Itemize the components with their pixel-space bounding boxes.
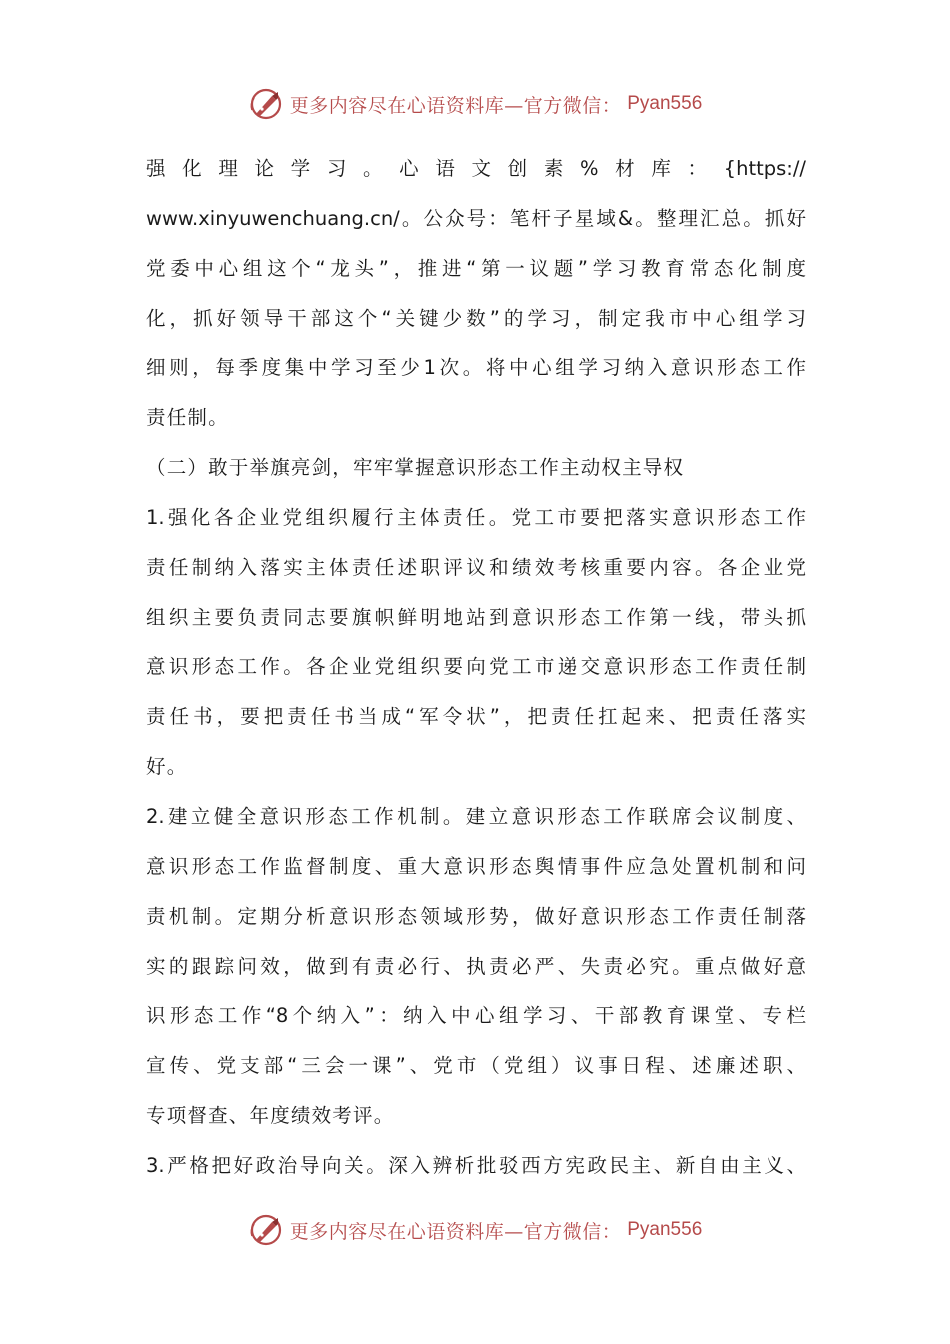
banner-text: 更多内容尽在心语资料库—官方微信： [289, 1220, 622, 1243]
text-line: 宣传、党支部“三会一课”、党市（党组）议事日程、述廉述职、 [146, 1054, 806, 1078]
text-line: 1.强化各企业党组织履行主体责任。党工市要把落实意识形态工作 [146, 505, 806, 529]
footer-watermark-banner [0, 1210, 950, 1250]
text-line: 2.建立健全意识形态工作机制。建立意识形态工作联席会议制度、 [146, 804, 806, 828]
text-line: 好。 [146, 755, 188, 779]
text-line: 3.严格把好政治导向关。深入辨析批驳西方宪政民主、新自由主义、 [146, 1153, 806, 1177]
document-body [146, 144, 806, 1191]
text-line: 意识形态工作。各企业党组织要向党工市递交意识形态工作责任制 [146, 655, 806, 679]
banner-wechat-id: Pyan556 [627, 1219, 703, 1240]
pen-nib-logo-icon [248, 1212, 284, 1248]
text-line: 责任制。 [146, 406, 229, 430]
text-line: 党委中心组这个“龙头”，推进“第一议题”学习教育常态化制度 [146, 256, 806, 280]
text-line: 组织主要负责同志要旗帜鲜明地站到意识形态工作第一线，带头抓 [146, 605, 806, 629]
text-line: 实的跟踪问效，做到有责必行、执责必严、失责必究。重点做好意 [146, 954, 806, 978]
text-line: 化，抓好领导干部这个“关键少数”的学习，制定我市中心组学习 [146, 306, 806, 330]
header-watermark-banner [0, 84, 950, 124]
text-line: www.xinyuwenchuang.cn/。公众号：笔杆子星域&。整理汇总。抓好 [146, 206, 806, 230]
text-line: 专项督查、年度绩效考评。 [146, 1104, 395, 1128]
text-line: 责任书，要把责任书当成“军令状”，把责任扛起来、把责任落实 [146, 705, 806, 729]
text-line: 识形态工作“8个纳入”：纳入中心组学习、干部教育课堂、专栏 [146, 1004, 806, 1028]
text-line: 细则，每季度集中学习至少1次。将中心组学习纳入意识形态工作 [146, 356, 806, 380]
text-line: 强化理论学习。心语文创素%材库：{https:// [146, 157, 806, 180]
banner-wechat-id: Pyan556 [627, 93, 703, 114]
pen-nib-logo-icon [248, 86, 284, 122]
text-line: 责任制纳入落实主体责任述职评议和绩效考核重要内容。各企业党 [146, 555, 806, 579]
banner-text: 更多内容尽在心语资料库—官方微信： [289, 94, 622, 117]
text-line: 责机制。定期分析意识形态领域形势，做好意识形态工作责任制落 [146, 904, 806, 928]
text-line: 意识形态工作监督制度、重大意识形态舆情事件应急处置机制和问 [146, 854, 806, 878]
text-line: （二）敢于举旗亮剑，牢牢掌握意识形态工作主动权主导权 [146, 456, 685, 480]
